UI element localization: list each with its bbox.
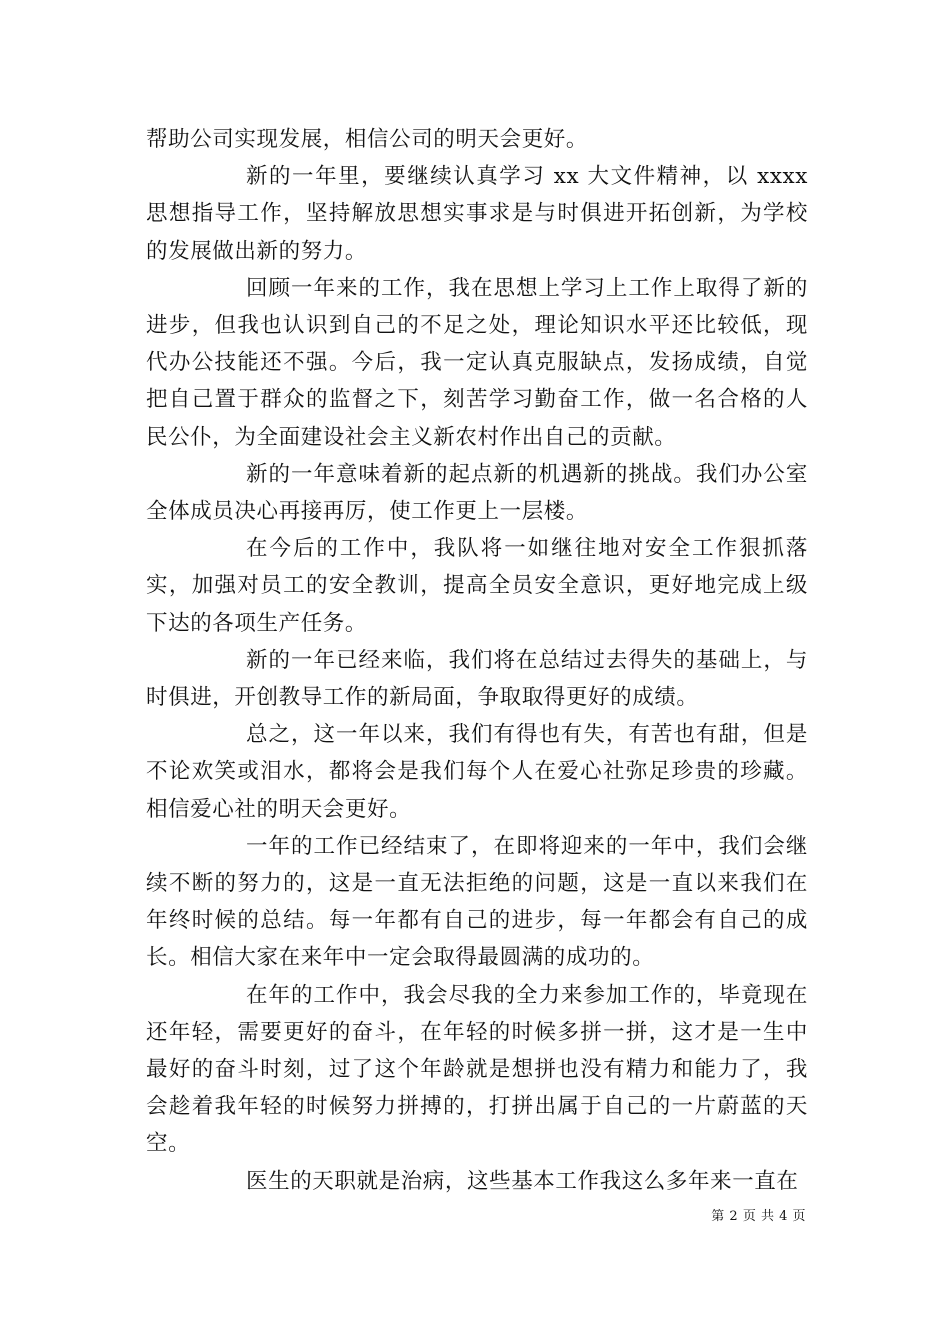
paragraph: 一年的工作已经结束了，在即将迎来的一年中，我们会继续不断的努力的，这是一直无法拒绝的问题，这是一直以来我们在年终时候的总结。每一年都有自己的进步，每一年都会有自己的成长。相信大家在来年中一定会取得最圆满的成功的。 — [146, 833, 808, 971]
paragraph: 新的一年已经来临，我们将在总结过去得失的基础上，与时俱进，开创教导工作的新局面，争取取得更好的成绩。 — [146, 647, 808, 711]
paragraph: 医生的天职就是治病，这些基本工作我这么多年来一直在 — [246, 1168, 799, 1194]
paragraph: 帮助公司实现发展，相信公司的明天会更好。 — [146, 127, 589, 152]
paragraph: 在今后的工作中，我队将一如继往地对安全工作狠抓落实，加强对员工的安全教训，提高全员安全意识，更好地完成上级下达的各项生产任务。 — [146, 536, 808, 636]
paragraph: 总之，这一年以来，我们有得也有失，有苦也有甜，但是不论欢笑或泪水，都将会是我们每个人在爱心社弥足珍贵的珍藏。相信爱心社的明天会更好。 — [146, 722, 808, 822]
page-number-footer: 第 2 页 共 4 页 — [711, 1209, 806, 1224]
paragraph: 新的一年里，要继续认真学习 xx 大文件精神，以 xxxx 思想指导工作，坚持解放思想实事求是与时俱进开拓创新，为学校的发展做出新的努力。 — [146, 164, 808, 264]
paragraph: 新的一年意味着新的起点新的机遇新的挑战。我们办公室全体成员决心再接再厉，使工作更上一层楼。 — [146, 461, 808, 525]
paragraph: 回顾一年来的工作，我在思想上学习上工作上取得了新的进步，但我也认识到自己的不足之处，理论知识水平还比较低，现代办公技能还不强。今后，我一定认真克服缺点，发扬成绩，自觉把自己置于群众的监督之下，刻苦学习勤奋工作，做一名合格的人民公仆，为全面建设社会主义新农村作出自己的贡献。 — [146, 275, 808, 450]
paragraph: 在年的工作中，我会尽我的全力来参加工作的，毕竟现在还年轻，需要更好的奋斗，在年轻的时候多拼一拼，这才是一生中最好的奋斗时刻，过了这个年龄就是想拼也没有精力和能力了，我会趁着我年轻的时候努力拼搏的，打拼出属于自己的一片蔚蓝的天空。 — [146, 982, 808, 1157]
document-body — [146, 121, 808, 1200]
